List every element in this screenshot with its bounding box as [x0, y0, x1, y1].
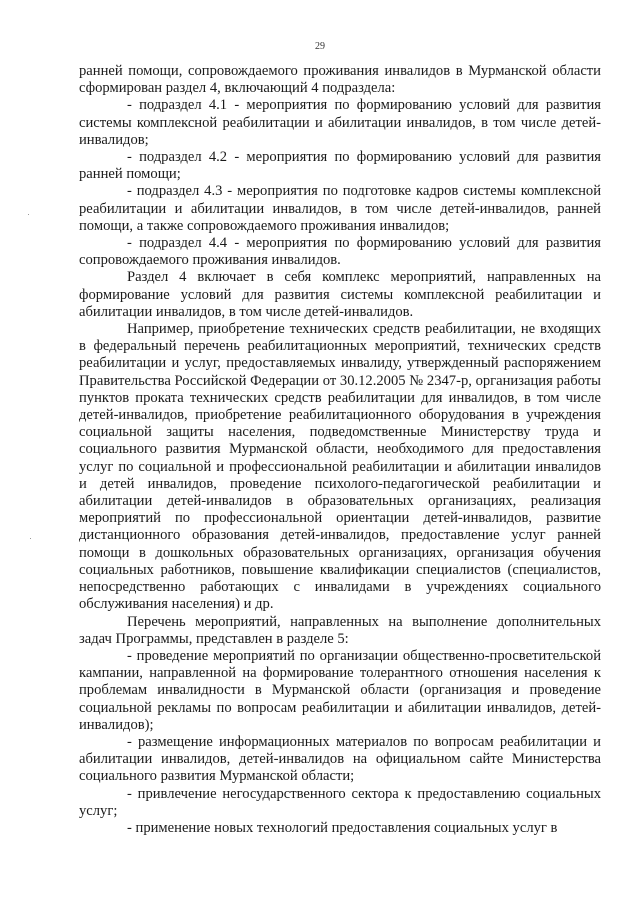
- paragraph-examples: Например, приобретение технических средств реабилитации, не входящих в федеральный перечень реабилитационных мероприятий, технических средств реабилитации и услуг, предоставляемых инвалиду, утвержденный распоряжением Правительства Российской Федерации от 30.12.2005 № 2347-р, организация работы пунктов проката технических средств реабилитации для инвалидов, в том числе детей-инвалидов, приобретение реабилитационного оборудования в учреждения социальной защиты населения, подведомственные Министерству труда и социального развития Мурманской области, необходимого для предоставления услуг по социальной и профессиональной реабилитации и абилитации инвалидов и детей инвалидов, проведение психолого-педагогической реабилитации и абилитации детей-инвалидов в образовательных организациях, реализация мероприятий по профессиональной ориентации детей-инвалидов, развитие дистанционного образования детей-инвалидов, предоставление услуг ранней помощи в дошкольных образовательных организациях, организация обучения социальных работников, повышение квалификации специалистов (специалистов, непосредственно работающих с инвалидами в учреждениях социального обслуживания населения) и др.: [79, 321, 601, 613]
- margin-mark: [28, 214, 29, 215]
- page-number: 29: [315, 41, 325, 52]
- list-item-subsection-4-4: - подраздел 4.4 - мероприятия по формированию условий для развития сопровождаемого проживания инвалидов.: [79, 235, 601, 269]
- paragraph-section-4-summary: Раздел 4 включает в себя комплекс мероприятий, направленных на формирование условий для развития системы комплексной реабилитации и абилитации инвалидов, в том числе детей-инвалидов.: [79, 269, 601, 320]
- list-item-subsection-4-2: - подраздел 4.2 - мероприятия по формированию условий для развития ранней помощи;: [79, 149, 601, 183]
- list-item-awareness-campaign: - проведение мероприятий по организации общественно-просветительской кампании, направленной на формирование толерантного отношения населения к проблемам инвалидности в Мурманской области (организация и проведение социальной рекламы по вопросам реабилитации и абилитации инвалидов, детей-инвалидов);: [79, 647, 601, 733]
- list-item-new-technologies: - применение новых технологий предоставления социальных услуг в: [127, 819, 558, 836]
- list-item-subsection-4-3: - подраздел 4.3 - мероприятия по подготовке кадров системы комплексной реабилитации и абилитации инвалидов, в том числе детей-инвалидов, ранней помощи, а также сопровождаемого проживания инвалидов;: [79, 183, 601, 234]
- list-item-information-materials: - размещение информационных материалов по вопросам реабилитации и абилитации инвалидов, детей-инвалидов на официальном сайте Министерства социального развития Мурманской области;: [79, 733, 601, 785]
- paragraph-section-5-intro: Перечень мероприятий, направленных на выполнение дополнительных задач Программы, представлен в разделе 5:: [79, 613, 601, 647]
- list-item-nongovernmental-sector: - привлечение негосударственного сектора к предоставлению социальных услуг;: [79, 785, 601, 819]
- list-item-subsection-4-1: - подраздел 4.1 - мероприятия по формированию условий для развития системы комплексной реабилитации и абилитации инвалидов, в том числе детей-инвалидов;: [79, 97, 601, 148]
- body-text: [79, 63, 601, 837]
- margin-mark: [30, 538, 31, 539]
- paragraph-continuation: ранней помощи, сопровождаемого проживания инвалидов в Мурманской области сформирован раздел 4, включающий 4 подраздела:: [79, 63, 601, 97]
